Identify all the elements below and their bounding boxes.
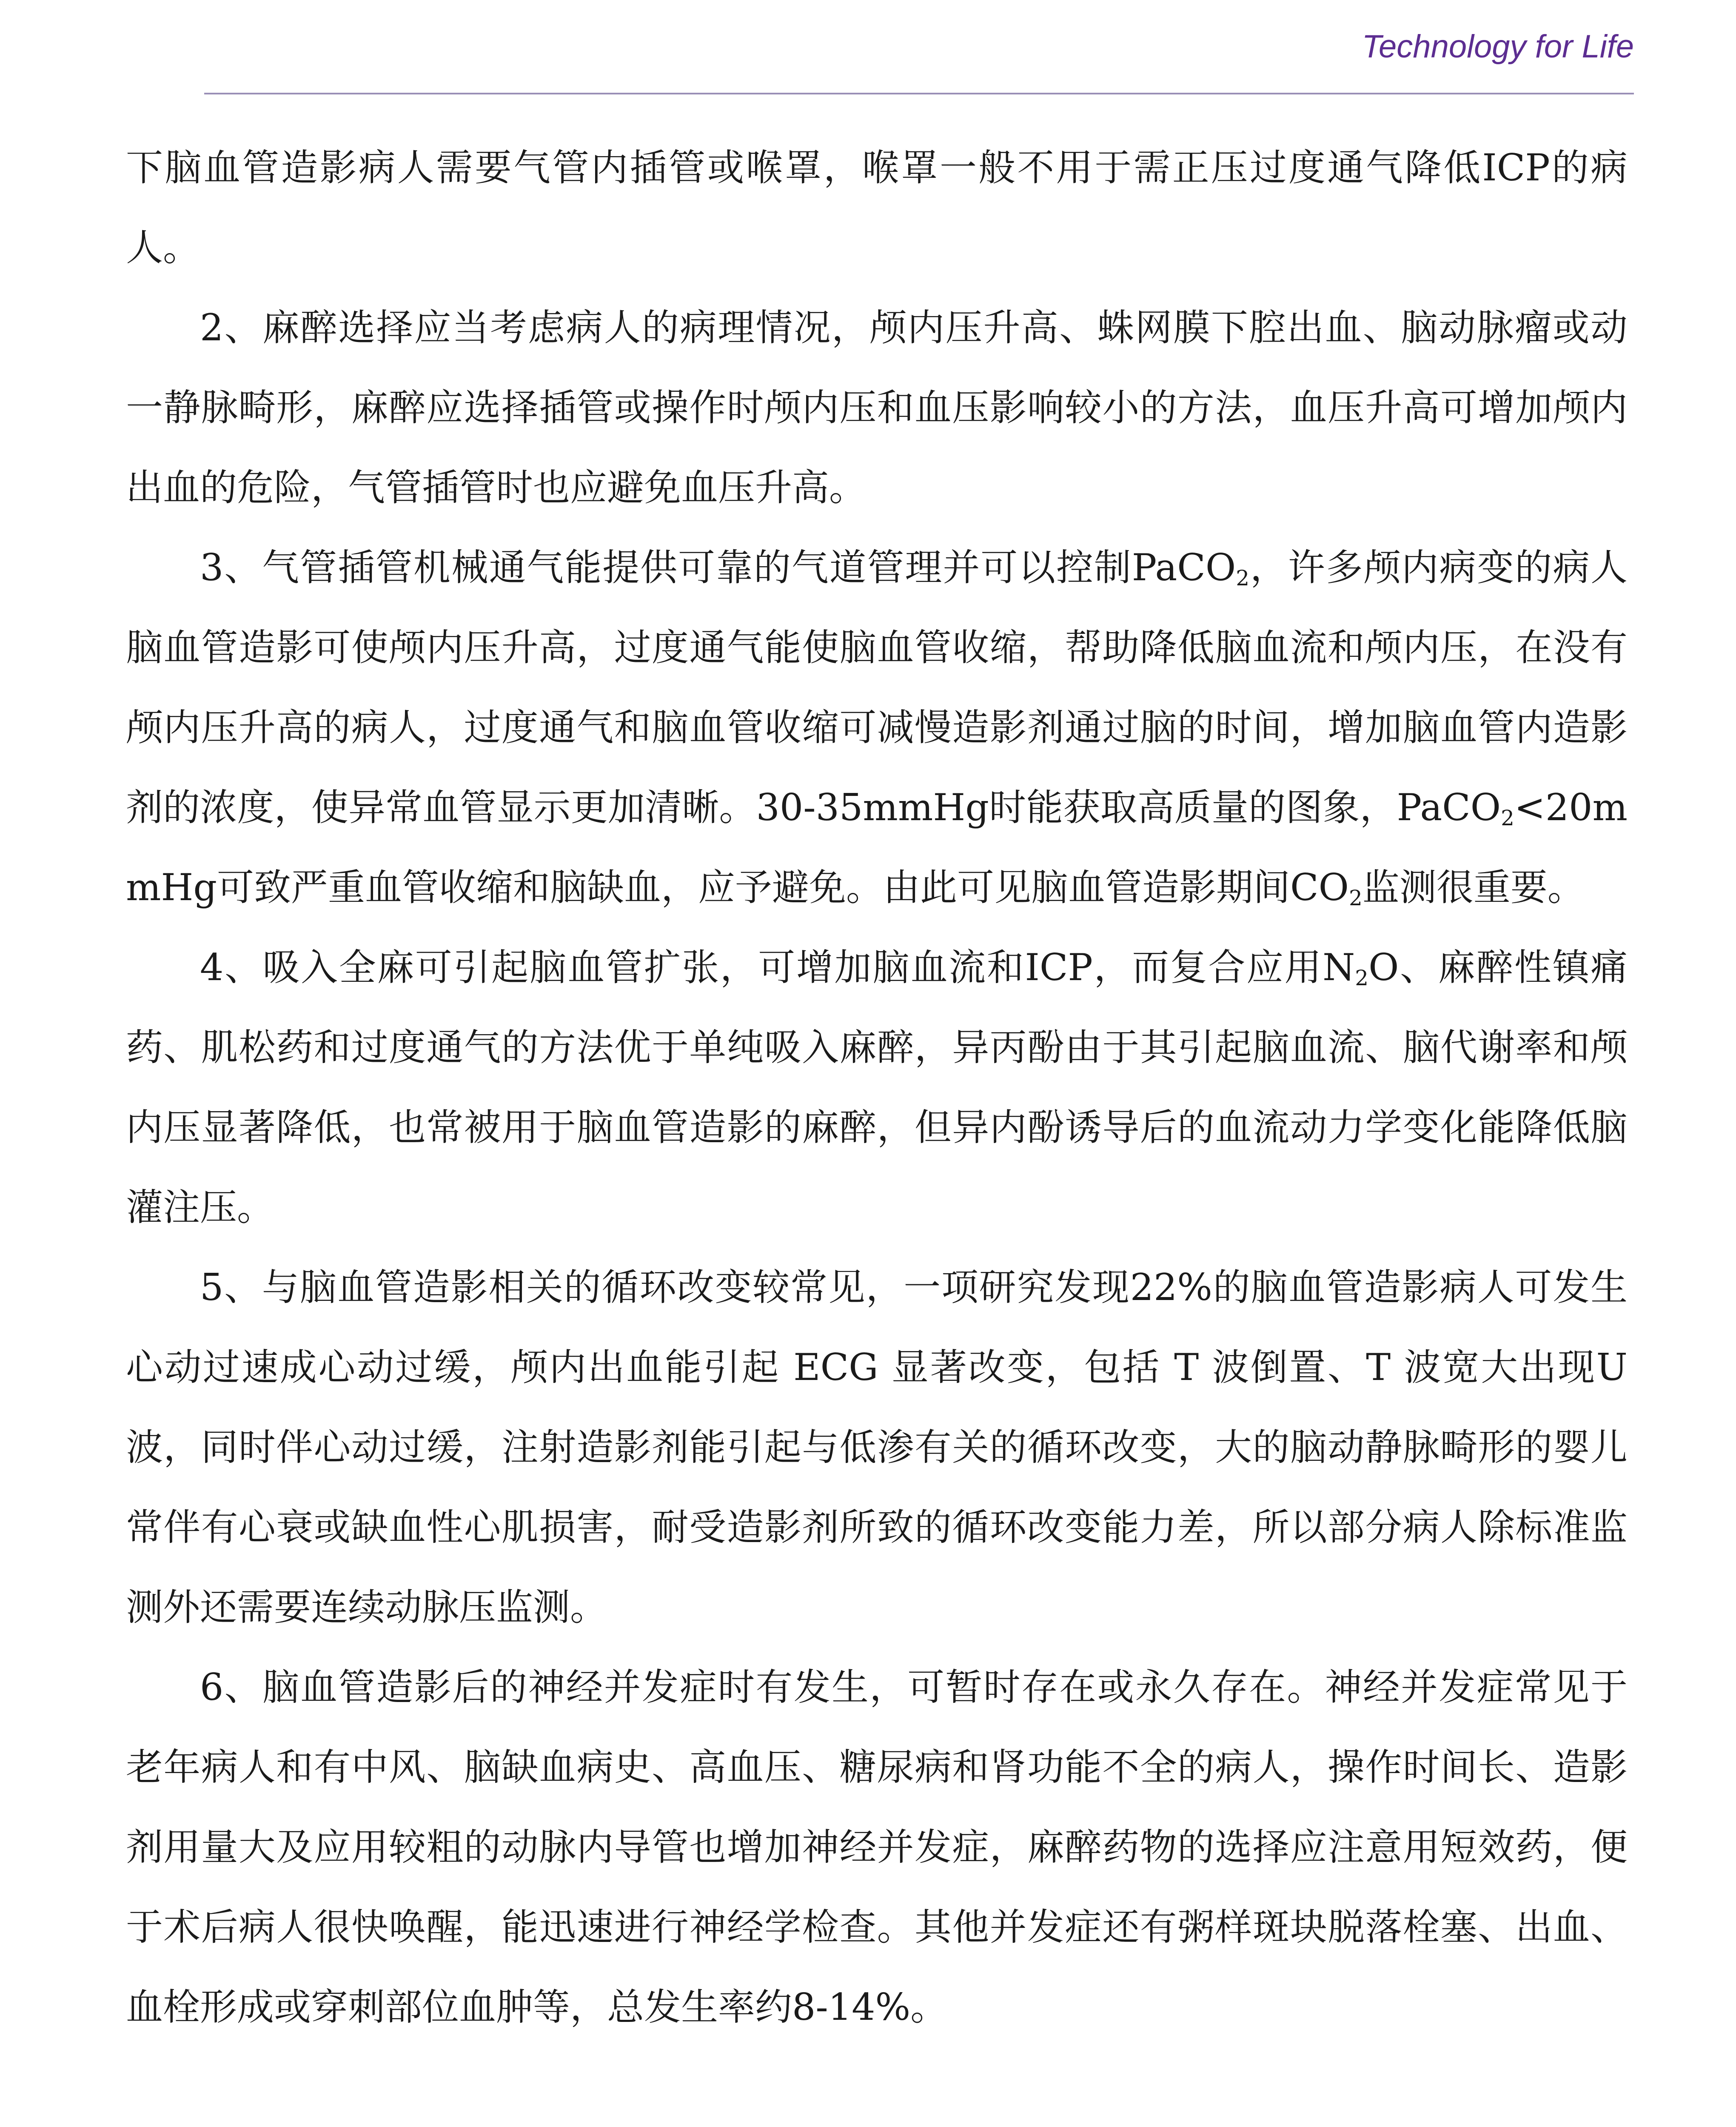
paragraph-3 (126, 527, 1628, 927)
paragraph-3-part-b: ，许多颅内病变的病人脑血管造影可使颅内压升高，过度通气能使脑血管收缩，帮助降低脑血流和颅内压，在没有颅内压升高的病人，过度通气和脑血管收缩可减慢造影剂通过脑的时间，增加脑血管内造影剂的浓度，使异常血管显示更加清晰。30-35mmHg时能获取高质量的图象，PaCO (126, 546, 1628, 829)
article-body (126, 128, 1628, 2047)
header-divider (204, 93, 1634, 94)
subscript-2: 2 (1348, 886, 1363, 910)
paragraph-5: 5、与脑血管造影相关的循环改变较常见，一项研究发现22%的脑血管造影病人可发生心动过速成心动过缓，颅内出血能引起 ECG 显著改变，包括 T 波倒置、T 波宽大出现U 波，同时伴心动过缓，注射造影剂能引起与低渗有关的循环改变，大的脑动静脉畸形的婴儿常伴有心衰或缺血性心肌损害，耐受造影剂所致的循环改变能力差，所以部分病人除标准监测外还需要连续动脉压监测。 (126, 1266, 1628, 1629)
paragraph-4 (126, 927, 1628, 1247)
paragraph-1-continuation: 下脑血管造影病人需要气管内插管或喉罩，喉罩一般不用于需正压过度通气降低ICP的病人。 (126, 146, 1628, 269)
subscript-2: 2 (1236, 566, 1250, 590)
paragraph-3-part-c: <20mmHg可致严重血管收缩和脑缺血，应予避免。由此可见脑血管造影期间CO (126, 786, 1628, 909)
header-slogan: Technology for Life (1362, 29, 1634, 65)
paragraph-3-part-d: 监测很重要。 (1362, 866, 1585, 909)
paragraph-4-part-a: 4、吸入全麻可引起脑血管扩张，可增加脑血流和ICP，而复合应用N (200, 946, 1355, 989)
paragraph-6: 6、脑血管造影后的神经并发症时有发生，可暂时存在或永久存在。神经并发症常见于老年病人和有中风、脑缺血病史、高血压、糖尿病和肾功能不全的病人，操作时间长、造影剂用量大及应用较粗的动脉内导管也增加神经并发症，麻醉药物的选择应注意用短效药，便于术后病人很快唤醒，能迅速进行神经学检查。其他并发症还有粥样斑块脱落栓塞、出血、血栓形成或穿刺部位血肿等，总发生率约8-14%。 (126, 1665, 1628, 2029)
subscript-2: 2 (1501, 806, 1514, 830)
paragraph-3-part-a: 3、气管插管机械通气能提供可靠的气道管理并可以控制PaCO (200, 546, 1236, 589)
subscript-2: 2 (1355, 966, 1369, 990)
paragraph-2: 2、麻醉选择应当考虑病人的病理情况，颅内压升高、蛛网膜下腔出血、脑动脉瘤或动一静脉畸形，麻醉应选择插管或操作时颅内压和血压影响较小的方法，血压升高可增加颅内出血的危险，气管插管时也应避免血压升高。 (126, 306, 1628, 509)
paragraph-4-part-b: O、麻醉性镇痛药、肌松药和过度通气的方法优于单纯吸入麻醉，异丙酚由于其引起脑血流、脑代谢率和颅内压显著降低，也常被用于脑血管造影的麻醉，但异内酚诱导后的血流动力学变化能降低脑灌注压。 (126, 946, 1628, 1229)
